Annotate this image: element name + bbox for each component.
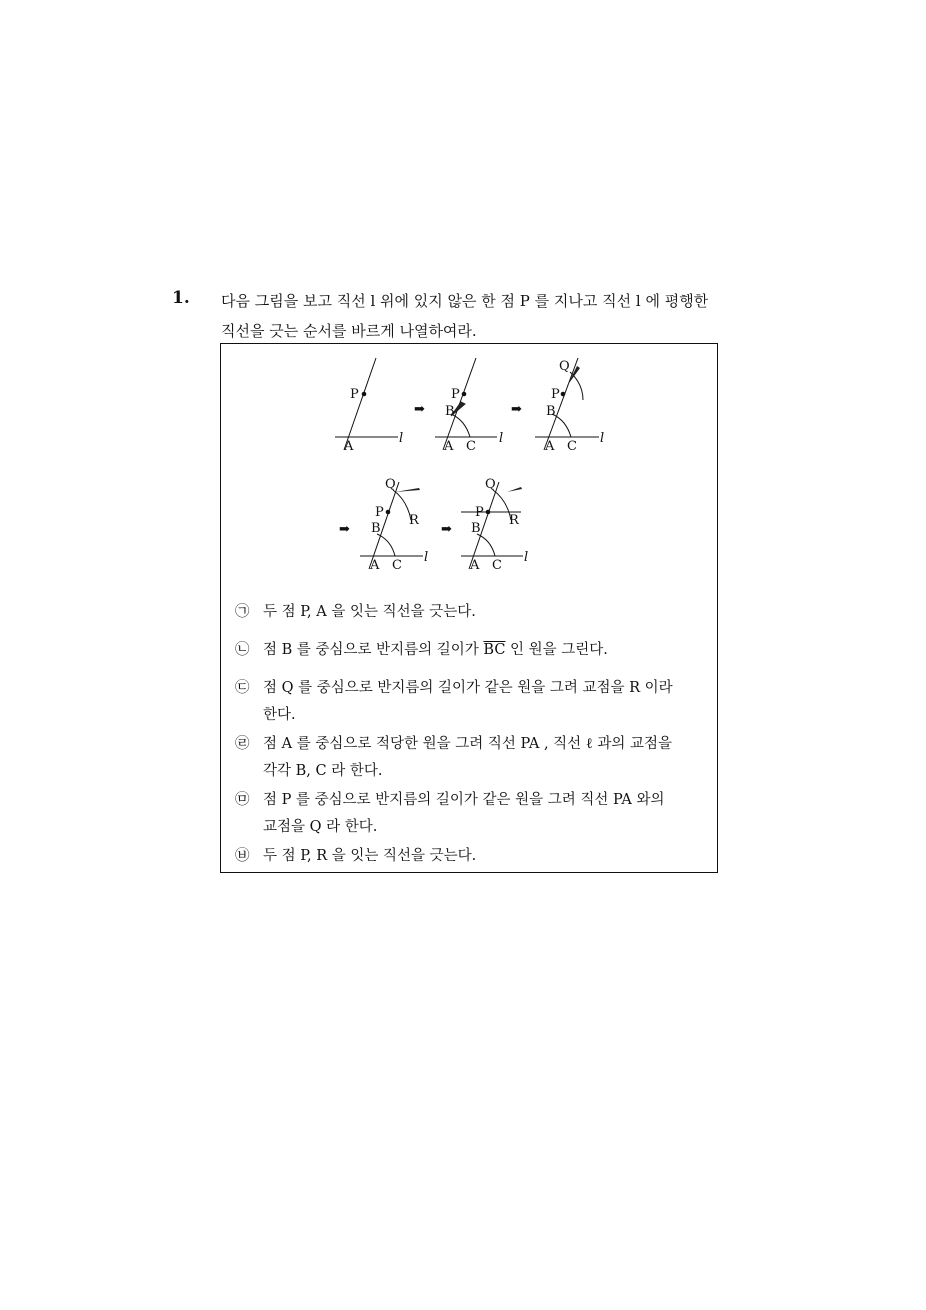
label-l: l: [399, 431, 404, 446]
label-c2: C: [466, 439, 476, 454]
label-p4: P: [375, 505, 384, 520]
label-p5: P: [475, 505, 484, 520]
label-c3: C: [567, 439, 577, 454]
label-q4: Q: [385, 477, 396, 492]
label-b3: B: [546, 404, 556, 419]
step-marker: ㉥: [235, 848, 250, 864]
label-r4: R: [409, 513, 419, 528]
step-text: 인 원을 그린다.: [505, 642, 608, 658]
label-a: A: [344, 439, 354, 454]
label-a5: A: [470, 558, 480, 573]
step-item: [235, 731, 705, 785]
question-line-1: 다음 그림을 보고 직선 l 위에 있지 않은 한 점 P 를 지나고 직선 l 에 평행한: [221, 292, 709, 310]
label-b4: B: [371, 521, 381, 536]
step-text: 점 Q 를 중심으로 반지름의 길이가 같은 원을 그려 교점을 R 이라: [263, 680, 673, 696]
construction-figure: [221, 344, 719, 594]
panel-5: [461, 477, 528, 573]
step-text: 두 점 P, R 을 잇는 직선을 긋는다.: [263, 848, 477, 864]
label-l5: l: [524, 550, 529, 565]
step-text: 교점을 Q 라 한다.: [263, 819, 378, 835]
step-item: [235, 843, 705, 870]
question-text: [221, 286, 761, 346]
step-marker: ㉣: [235, 736, 250, 752]
panel-3: [535, 358, 604, 454]
step-marker: ㉠: [235, 604, 250, 620]
step-text: 점 P 를 중심으로 반지름의 길이가 같은 원을 그려 직선 PA 와의: [263, 792, 665, 808]
figure-box: [220, 343, 718, 873]
step-marker: ㉤: [235, 792, 250, 808]
question-line-2: 직선을 긋는 순서를 바르게 나열하여라.: [221, 322, 477, 340]
step-item: [235, 637, 705, 664]
arrow-icon: ➡: [339, 522, 350, 537]
arrow-icon: ➡: [511, 402, 522, 417]
label-a2: A: [444, 439, 454, 454]
label-b5: B: [471, 521, 481, 536]
label-a4: A: [370, 558, 380, 573]
label-c5: C: [492, 558, 502, 573]
label-q3: Q: [559, 359, 570, 374]
label-a3: A: [545, 439, 555, 454]
step-text: 한다.: [263, 707, 296, 723]
step-marker: ㉡: [235, 642, 250, 658]
step-item: [235, 675, 705, 729]
step-text: 점 A 를 중심으로 적당한 원을 그려 직선 PA , 직선 ℓ 과의 교점을: [263, 736, 672, 752]
label-l3: l: [600, 431, 605, 446]
label-p: P: [350, 387, 359, 402]
label-l4: l: [424, 550, 429, 565]
label-r5: R: [509, 513, 519, 528]
step-marker: ㉢: [235, 680, 250, 696]
label-c4: C: [392, 558, 402, 573]
step-item: [235, 599, 705, 626]
step-text: 점 B 를 중심으로 반지름의 길이가: [263, 642, 484, 658]
step-item: [235, 787, 705, 841]
panel-2: [435, 358, 503, 454]
label-p2: P: [451, 387, 460, 402]
question-number: 1.: [172, 288, 190, 308]
label-l2: l: [499, 431, 504, 446]
label-b2: B: [445, 404, 455, 419]
steps-list: [235, 599, 705, 872]
label-q5: Q: [485, 477, 496, 492]
step-text: 각각 B, C 라 한다.: [263, 763, 383, 779]
panel-4: [360, 477, 428, 573]
arrow-icon: ➡: [441, 522, 452, 537]
panel-1: [335, 358, 403, 454]
label-p3: P: [551, 387, 560, 402]
arrow-icon: ➡: [414, 402, 425, 417]
segment-bc: $\overline{BC}$: [483, 642, 506, 658]
step-text: 두 점 P, A 을 잇는 직선을 긋는다.: [263, 604, 476, 620]
